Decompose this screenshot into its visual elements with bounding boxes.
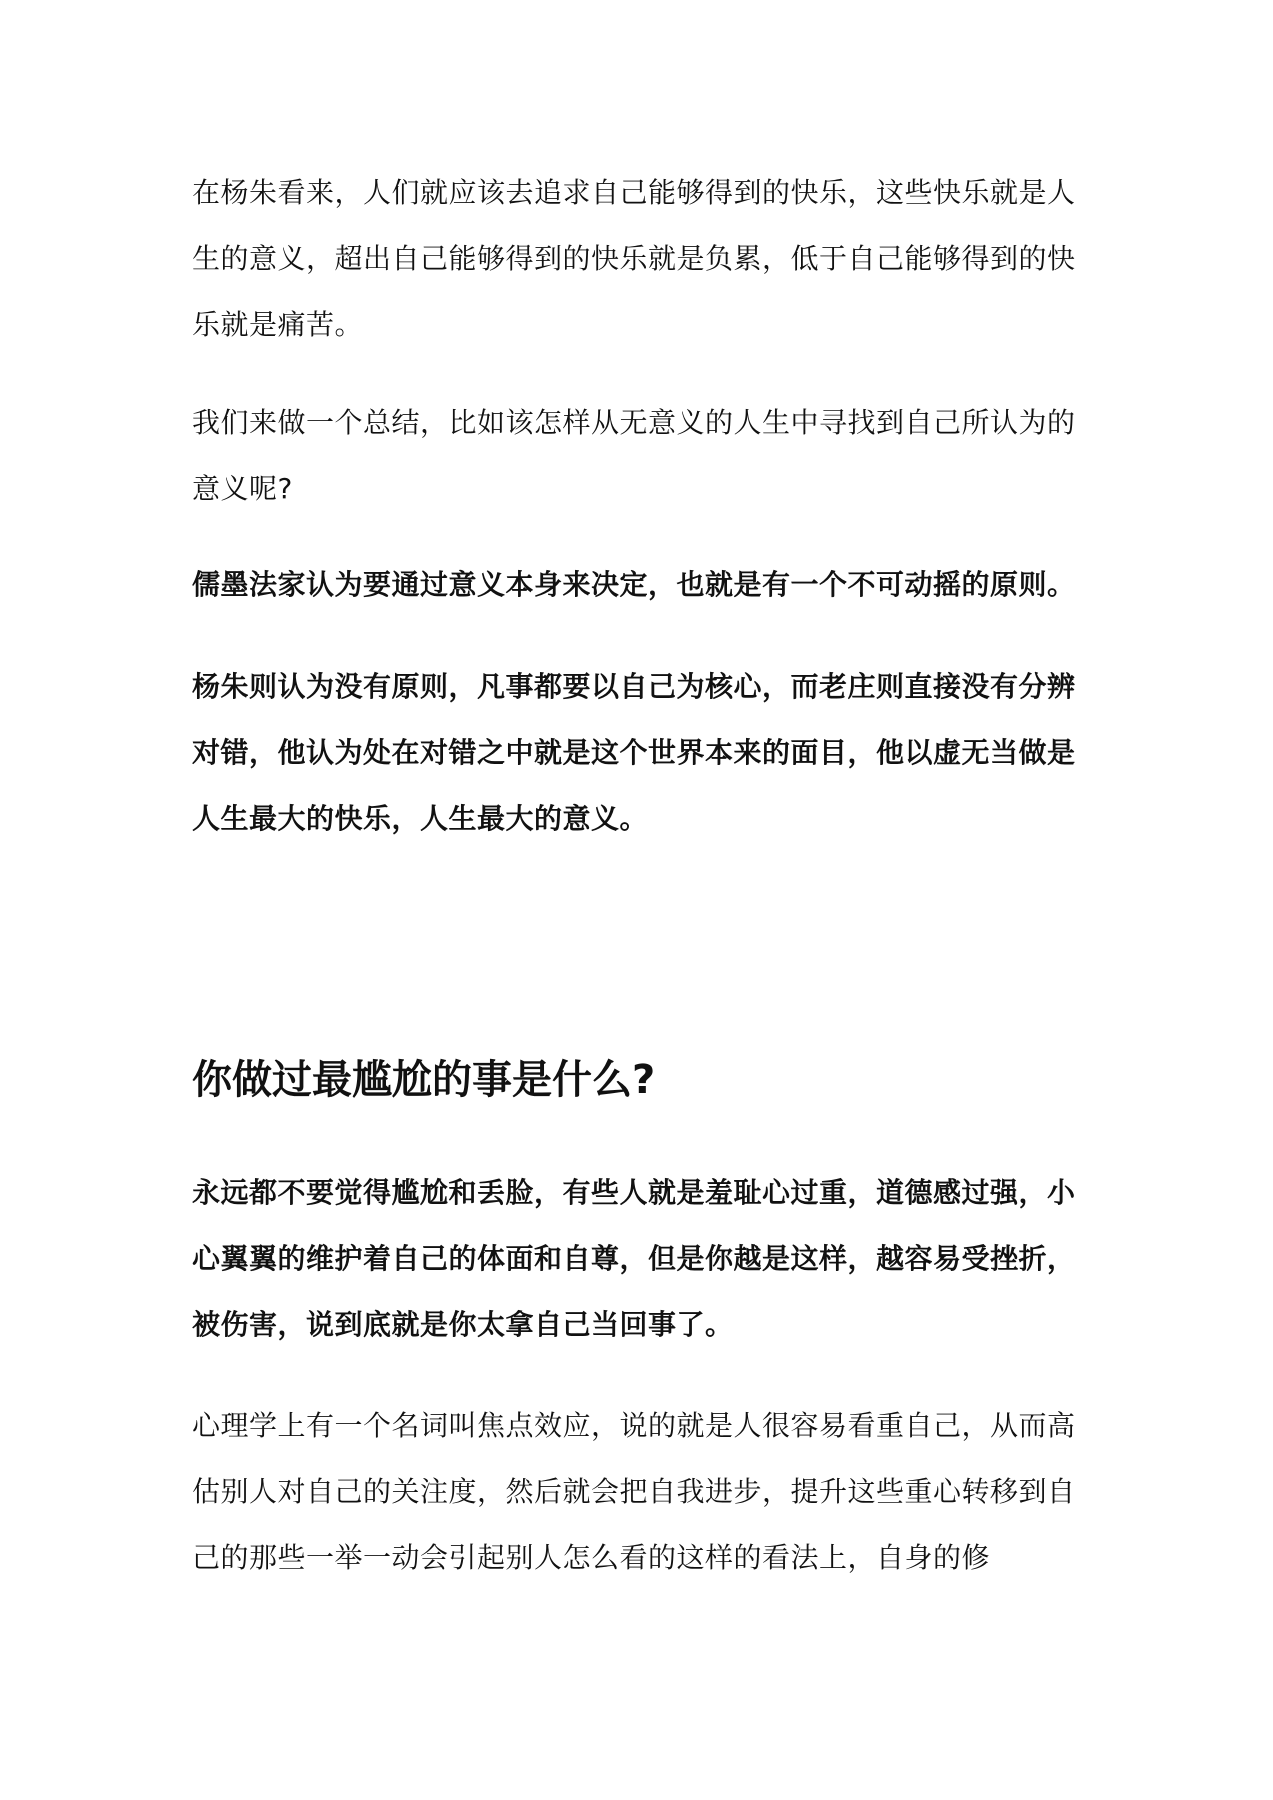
- section-heading: 你做过最尴尬的事是什么?: [192, 1057, 656, 1103]
- paragraph-spotlight-effect: 心理学上有一个名词叫焦点效应，说的就是人很容易看重自己，从而高估别人对自己的关注度，然后就会把自我进步，提升这些重心转移到自己的那些一举一动会引起别人怎么看的这样的看法上，自身的修: [192, 1409, 1076, 1574]
- paragraph-yangzhu-laozhuang: 杨朱则认为没有原则，凡事都要以自己为核心，而老庄则直接没有分辨对错，他认为处在对错之中就是这个世界本来的面目，他以虚无当做是人生最大的快乐，人生最大的意义。: [192, 670, 1076, 835]
- paragraph-yangzhu-pleasure: 在杨朱看来，人们就应该去追求自己能够得到的快乐，这些快乐就是人生的意义，超出自己能够得到的快乐就是负累，低于自己能够得到的快乐就是痛苦。: [192, 176, 1076, 341]
- paragraph-confucian-principle: 儒墨法家认为要通过意义本身来决定，也就是有一个不可动摇的原则。: [192, 568, 1076, 601]
- paragraph-embarrassment: 永远都不要觉得尴尬和丢脸，有些人就是羞耻心过重，道德感过强，小心翼翼的维护着自己的体面和自尊，但是你越是这样，越容易受挫折，被伤害，说到底就是你太拿自己当回事了。: [192, 1176, 1076, 1341]
- paragraph-summary-question: 我们来做一个总结，比如该怎样从无意义的人生中寻找到自己所认为的意义呢?: [192, 406, 1076, 505]
